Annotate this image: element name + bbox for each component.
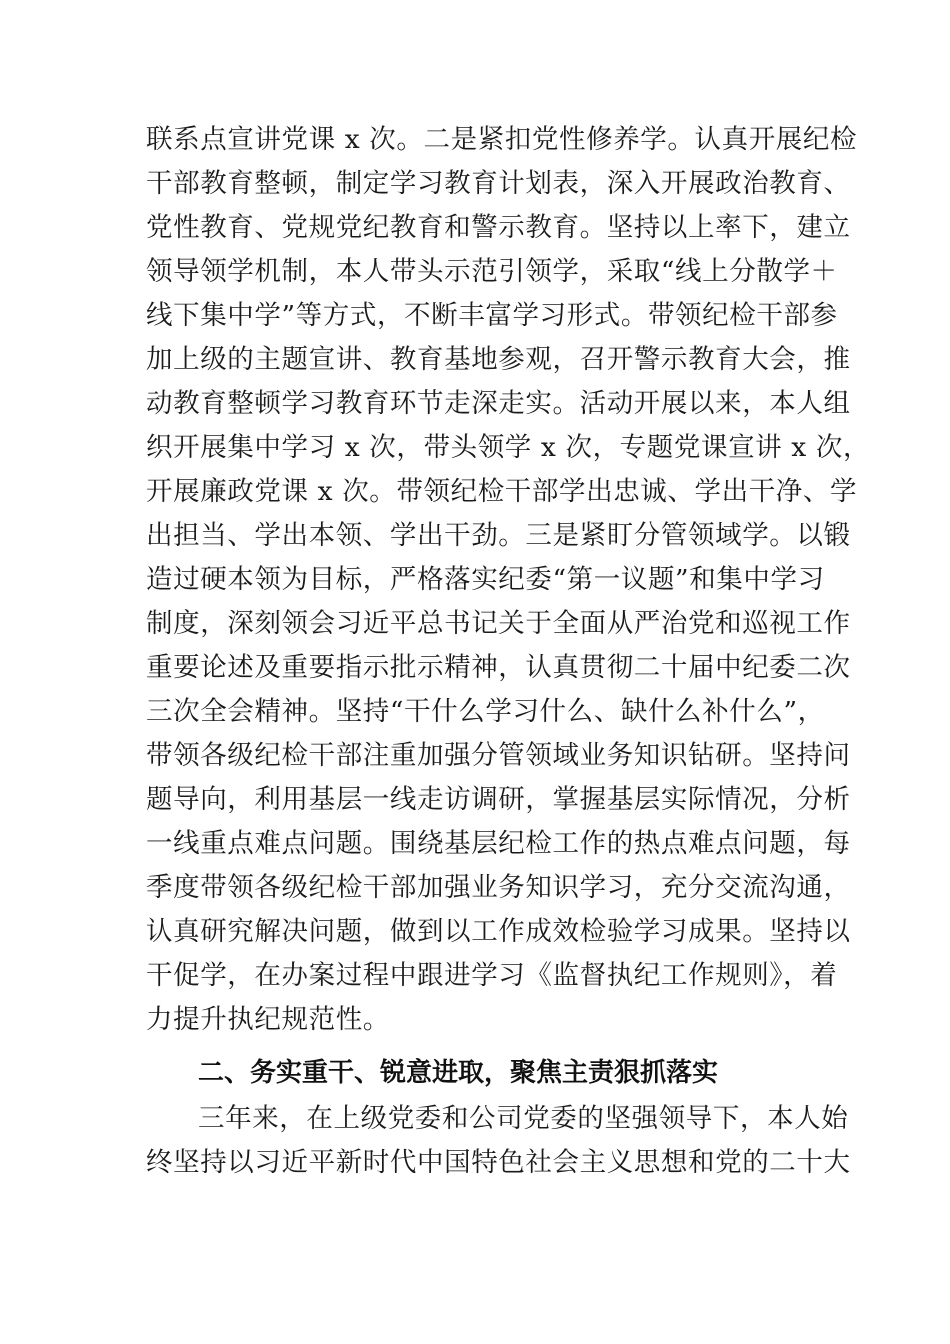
text-line: 领导领学机制，本人带头示范引领学，采取“线上分散学＋ [146, 256, 838, 287]
text-line: 带领各级纪检干部注重加强分管领域业务知识钻研。坚持问 [146, 740, 851, 771]
text-line: 织开展集中学习 x 次，带头领学 x 次，专题党课宣讲 x 次， [146, 432, 871, 463]
paragraph-1 [146, 118, 871, 1042]
text-line: 题导向，利用基层一线走访调研，掌握基层实际情况，分析 [146, 784, 851, 815]
section-heading: 二、务实重干、锐意进取，聚焦主责狠抓落实 [198, 1058, 719, 1088]
text-line: 一线重点难点问题。围绕基层纪检工作的热点难点问题，每 [146, 828, 851, 859]
text-line: 力提升执纪规范性。 [146, 1004, 390, 1035]
text-line: 重要论述及重要指示批示精神，认真贯彻二十届中纪委二次 [146, 652, 851, 683]
text-line: 出担当、学出本领、学出干劲。三是紧盯分管领域学。以锻 [146, 520, 851, 551]
text-line: 联系点宣讲党课 x 次。二是紧扣党性修养学。认真开展纪检 [146, 124, 858, 155]
text-line: 开展廉政党课 x 次。带领纪检干部学出忠诚、学出干净、学 [146, 476, 858, 507]
text-line: 党性教育、党规党纪教育和警示教育。坚持以上率下，建立 [146, 212, 851, 243]
text-line: 动教育整顿学习教育环节走深走实。活动开展以来，本人组 [146, 388, 851, 419]
text-line: 三次全会精神。坚持“干什么学习什么、缺什么补什么”， [146, 696, 825, 727]
text-line: 认真研究解决问题，做到以工作成效检验学习成果。坚持以 [146, 916, 851, 947]
text-line: 制度，深刻领会习近平总书记关于全面从严治党和巡视工作 [146, 608, 851, 639]
text-line: 加上级的主题宣讲、教育基地参观，召开警示教育大会，推 [146, 344, 851, 375]
text-line: 线下集中学”等方式，不断丰富学习形式。带领纪检干部参 [146, 300, 838, 331]
text-line: 三年来，在上级党委和公司党委的坚强领导下，本人始 [198, 1103, 849, 1134]
text-line: 造过硬本领为目标，严格落实纪委“第一议题”和集中学习 [146, 564, 825, 595]
text-line: 终坚持以习近平新时代中国特色社会主义思想和党的二十大 [146, 1147, 851, 1178]
text-line: 干促学，在办案过程中跟进学习《监督执纪工作规则》，着 [146, 960, 838, 991]
text-line: 干部教育整顿，制定学习教育计划表，深入开展政治教育、 [146, 168, 851, 199]
text-line: 季度带领各级纪检干部加强业务知识学习，充分交流沟通， [146, 872, 851, 903]
paragraph-2 [146, 1097, 851, 1185]
